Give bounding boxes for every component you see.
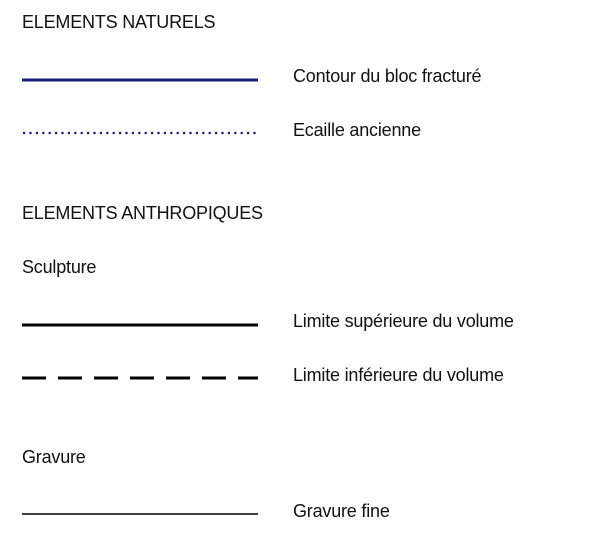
legend-label-upper-volume-limit: Limite supérieure du volume (293, 311, 514, 331)
legend-label-ancient-flake: Ecaille ancienne (293, 120, 421, 140)
legend-label-fine-engraving: Gravure fine (293, 501, 390, 521)
sculpture-subheading: Sculpture (22, 257, 97, 277)
legend-line-fine-engraving (22, 511, 258, 517)
legend-line-lower-volume-limit (22, 375, 258, 381)
legend-label-fractured-block-contour: Contour du bloc fracturé (293, 66, 482, 86)
engraving-subheading: Gravure (22, 447, 86, 467)
legend-label-lower-volume-limit: Limite inférieure du volume (293, 365, 504, 385)
legend-line-ancient-flake (22, 130, 258, 136)
anthropic-elements-heading: ELEMENTS ANTHROPIQUES (22, 203, 263, 223)
legend-line-upper-volume-limit (22, 322, 258, 328)
legend-line-fractured-block-contour (22, 77, 258, 83)
natural-elements-heading: ELEMENTS NATURELS (22, 12, 216, 32)
